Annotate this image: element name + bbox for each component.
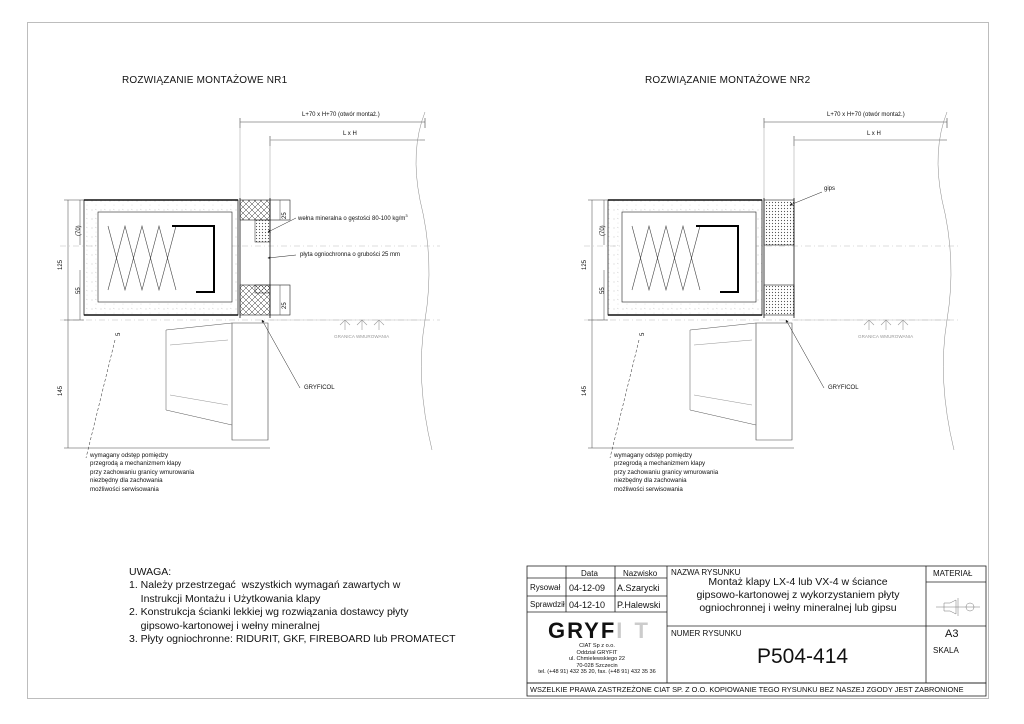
nr1-wall-limit: GRANICA WMUROWANIA — [334, 334, 390, 339]
notes-item: 3. Płyty ogniochronne: RIDURIT, GKF, FIREBOARD lub PROMATECT — [129, 633, 456, 646]
drawing-name-line: Montaż klapy LX-4 lub VX-4 w ściance — [708, 576, 888, 588]
tb-label-drawing-name: NAZWA RYSUNKU — [671, 568, 741, 577]
nr2-note-line: przy zachowaniu granicy wmurowania — [614, 468, 719, 476]
nr2-dim-70: (70) — [600, 225, 606, 236]
tb-label-material: MATERIAŁ — [933, 569, 973, 578]
nr1-note-line: przy zachowaniu granicy wmurowania — [90, 468, 195, 476]
nr2-dim-5: 5 — [640, 332, 646, 336]
company-line: tel. (+48 91) 432 35 20, fax. (+48 91) 432 35 36 — [538, 669, 656, 676]
company-address — [528, 643, 666, 676]
copyright-notice: WSZELKIE PRAWA ZASTRZEŻONE CIAT SP. Z O.O. KOPIOWANIE TEGO RYSUNKU BEZ NASZEJ ZGODY JEST ZABRONIONE — [530, 685, 964, 694]
sheet-format: A3 — [945, 628, 959, 640]
nr1-label-board: płyta ogniochronna o grubości 25 mm — [300, 252, 401, 258]
drawing-name-line: gipsowo-kartonowej z wykorzystaniem płyty — [696, 589, 900, 601]
notes-item: 2. Konstrukcja ścianki lekkiej wg rozwiązania dostawcy płyty — [129, 606, 409, 619]
drawing-name — [672, 576, 924, 615]
nr1-note-line: możliwości serwisowania — [90, 485, 159, 493]
notes-item: 1. Należy przestrzegać wszystkich wymagań zawartych w — [129, 579, 401, 592]
drawing-name-line: ogniochronnej i wełny mineralnej lub gipsu — [699, 602, 897, 614]
logo-tail: I T — [616, 618, 651, 643]
nr2-note-line: wymagany odstęp pomiędzy — [614, 452, 693, 459]
nr1-dim-opening: L+70 x H+70 (otwór montaż.) — [302, 112, 380, 118]
tb-col-date: Data — [581, 569, 598, 578]
nr2-note-line: niezbędny dla zachowania — [614, 477, 687, 485]
nr2-dim-opening: L+70 x H+70 (otwór montaż.) — [827, 112, 905, 118]
nr1-note-line: wymagany odstęp pomiędzy — [90, 452, 169, 459]
heading-left: ROZWIĄZANIE MONTAŻOWE NR1 — [122, 75, 288, 86]
notes-item: Instrukcji Montażu i Użytkowania klapy — [129, 592, 321, 605]
nr2-dim-55: 55 — [600, 287, 606, 294]
nr2-note-line: możliwości serwisowania — [614, 485, 683, 493]
company-line: CIAT Sp z o.o. — [579, 643, 615, 649]
tb-row1-date: 04-12-09 — [569, 583, 606, 593]
nr2-label-gips: gips — [824, 186, 836, 192]
nr2-service-note — [614, 452, 718, 494]
company-line: 70-028 Szczecin — [576, 662, 618, 669]
logo-text: GRYF — [548, 618, 617, 643]
tb-row2-role: Sprawdził — [530, 600, 565, 609]
detail-nr1-geometry — [60, 112, 440, 458]
tb-label-drawing-number: NUMER RYSUNKU — [671, 629, 742, 638]
notes-title: UWAGA: — [129, 566, 172, 578]
notes-item: gipsowo-kartonowej i wełny mineralnej — [129, 619, 320, 632]
nr1-dim-145: 145 — [58, 385, 64, 396]
nr2-label-gryficol: GRYFICOL — [828, 385, 859, 391]
nr2-note-line: przegrodą a mechanizmem klapy — [614, 460, 706, 468]
tb-row1-name: A.Szarycki — [617, 583, 660, 593]
tb-col-name: Nazwisko — [623, 569, 658, 578]
drawing-number: P504-414 — [757, 645, 849, 668]
nr1-dim-damper: L x H — [343, 131, 357, 137]
nr2-dim-145: 145 — [582, 385, 588, 396]
nr1-label-gryficol: GRYFICOL — [304, 385, 335, 391]
company-line: ul. Chmielewskiego 22 — [569, 656, 625, 663]
nr1-dim-5: 5 — [116, 332, 122, 336]
tb-label-scale: SKALA — [933, 646, 959, 655]
heading-right: ROZWIĄZANIE MONTAŻOWE NR2 — [645, 75, 811, 86]
nr1-note-line: przegrodą a mechanizmem klapy — [90, 460, 182, 468]
nr1-label-wool: wełna mineralna o gęstości 80-100 $kg/m^3$ — [298, 213, 408, 222]
nr2-wall-limit: GRANICA WMUROWANIA — [858, 334, 914, 339]
nr1-dim-25-top: 25 — [282, 212, 288, 219]
company-line: Oddział GRYFIT — [576, 649, 618, 656]
tb-row1-role: Rysował — [530, 583, 561, 592]
nr1-note-line: niezbędny dla zachowania — [90, 477, 163, 485]
nr1-dim-55: 55 — [76, 287, 82, 294]
nr2-dim-damper: L x H — [867, 131, 881, 137]
tb-row2-name: P.Halewski — [617, 600, 661, 610]
notes-block — [129, 566, 456, 646]
detail-nr2-geometry — [584, 112, 960, 458]
nr1-dim-25-bottom: 25 — [282, 302, 288, 309]
company-logo — [548, 618, 651, 644]
tb-row2-date: 04-12-10 — [569, 600, 606, 610]
nr1-dim-125: 125 — [58, 259, 64, 270]
nr1-dim-70: (70) — [76, 225, 82, 236]
nr2-dim-125: 125 — [582, 259, 588, 270]
nr1-service-note — [90, 452, 194, 494]
